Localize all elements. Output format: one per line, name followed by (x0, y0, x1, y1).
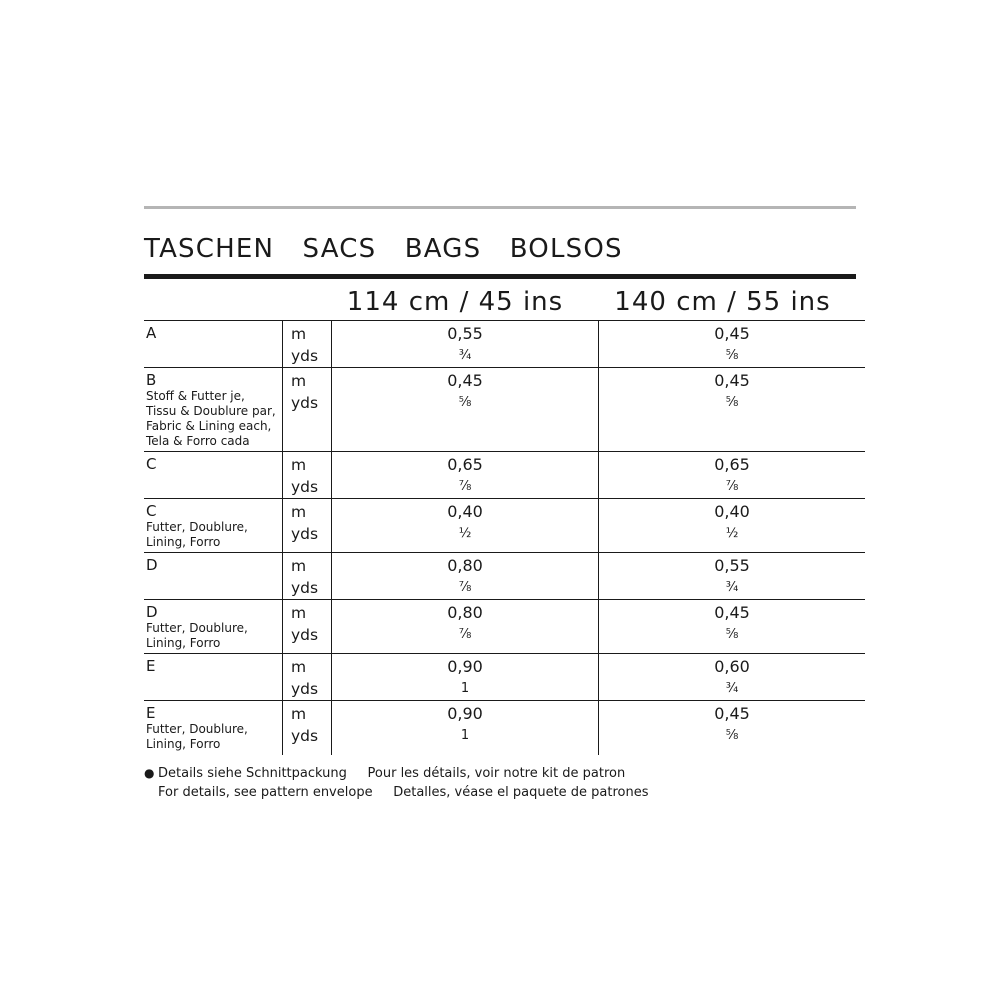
requirements-table-body (144, 321, 865, 755)
yards-value: ⅞ (458, 627, 472, 642)
footnote-line-1: Details siehe Schnittpackung Pour les détails, voir notre kit de patron (158, 766, 626, 781)
metric-value: 0,80 (447, 603, 483, 622)
yards-value: ⅝ (725, 627, 739, 642)
view-description: Futter, Doublure, (146, 520, 248, 534)
table-row (144, 600, 865, 654)
view-letter: D (146, 603, 158, 621)
view-description: Lining, Forro (146, 535, 221, 549)
unit-cell (283, 499, 332, 553)
table-row (144, 499, 865, 553)
value-cell-114 (332, 499, 599, 553)
unit-imperial: yds (291, 394, 319, 412)
yards-value: ½ (725, 526, 739, 541)
metric-value: 0,45 (447, 371, 483, 390)
unit-imperial: yds (291, 347, 319, 365)
title-underline (144, 274, 856, 279)
metric-value: 0,60 (714, 657, 750, 676)
view-cell (144, 499, 283, 553)
unit-metric: m (291, 503, 307, 521)
metric-value: 0,40 (714, 502, 750, 521)
unit-metric: m (291, 456, 307, 474)
unit-metric: m (291, 604, 307, 622)
view-letter: A (146, 324, 157, 342)
unit-cell (283, 654, 332, 701)
value-cell-114 (332, 321, 599, 368)
unit-cell (283, 701, 332, 755)
value-cell-114 (332, 452, 599, 499)
table-row (144, 654, 865, 701)
yards-value: ⅞ (725, 479, 739, 494)
unit-metric: m (291, 325, 307, 343)
view-cell (144, 553, 283, 600)
value-cell-114 (332, 600, 599, 654)
unit-metric: m (291, 658, 307, 676)
value-cell-140 (599, 553, 866, 600)
value-cell-114 (332, 701, 599, 755)
value-cell-114 (332, 654, 599, 701)
unit-imperial: yds (291, 626, 319, 644)
metric-value: 0,80 (447, 556, 483, 575)
unit-imperial: yds (291, 727, 319, 745)
yards-value: 1 (460, 681, 470, 696)
table-row (144, 368, 865, 452)
value-cell-140 (599, 368, 866, 452)
view-description: Stoff & Futter je, (146, 389, 245, 403)
view-description: Fabric & Lining each, (146, 419, 272, 433)
yards-value: 1 (460, 728, 470, 743)
bullet-icon: ● (144, 766, 155, 780)
metric-value: 0,90 (447, 657, 483, 676)
requirements-table (144, 320, 865, 755)
metric-value: 0,65 (714, 455, 750, 474)
view-cell (144, 654, 283, 701)
value-cell-140 (599, 321, 866, 368)
value-cell-140 (599, 499, 866, 553)
yards-value: ¾ (725, 580, 739, 595)
view-letter: E (146, 657, 156, 675)
value-cell-140 (599, 600, 866, 654)
yards-value: ⅝ (725, 395, 739, 410)
table-row (144, 553, 865, 600)
view-cell (144, 600, 283, 654)
yards-value: ⅞ (458, 479, 472, 494)
yards-value: ⅝ (725, 728, 739, 743)
metric-value: 0,55 (714, 556, 750, 575)
metric-value: 0,45 (714, 324, 750, 343)
metric-value: 0,55 (447, 324, 483, 343)
page-title: TASCHEN SACS BAGS BOLSOS (144, 234, 623, 264)
top-divider (144, 206, 856, 209)
value-cell-140 (599, 452, 866, 499)
unit-metric: m (291, 705, 307, 723)
view-letter: C (146, 502, 157, 520)
width-header-140: 140 cm / 55 ins (614, 287, 831, 317)
view-description: Futter, Doublure, (146, 722, 248, 736)
view-cell (144, 701, 283, 755)
metric-value: 0,45 (714, 371, 750, 390)
view-description: Lining, Forro (146, 737, 221, 751)
footnote-line-2: For details, see pattern envelope Detalles, véase el paquete de patrones (158, 785, 649, 800)
unit-imperial: yds (291, 525, 319, 543)
view-description: Futter, Doublure, (146, 621, 248, 635)
footnote (144, 764, 649, 802)
metric-value: 0,45 (714, 603, 750, 622)
view-description: Tela & Forro cada (146, 434, 250, 448)
value-cell-114 (332, 368, 599, 452)
view-letter: C (146, 455, 157, 473)
view-cell (144, 368, 283, 452)
value-cell-140 (599, 654, 866, 701)
metric-value: 0,40 (447, 502, 483, 521)
metric-value: 0,45 (714, 704, 750, 723)
width-header-114: 114 cm / 45 ins (346, 287, 564, 317)
view-cell (144, 321, 283, 368)
view-letter: D (146, 556, 158, 574)
unit-cell (283, 600, 332, 654)
view-letter: B (146, 371, 157, 389)
yards-value: ¾ (725, 681, 739, 696)
yards-value: ⅝ (458, 395, 472, 410)
unit-metric: m (291, 372, 307, 390)
unit-imperial: yds (291, 579, 319, 597)
yards-value: ⅞ (458, 580, 472, 595)
value-cell-140 (599, 701, 866, 755)
unit-imperial: yds (291, 680, 319, 698)
unit-cell (283, 368, 332, 452)
value-cell-114 (332, 553, 599, 600)
unit-cell (283, 452, 332, 499)
table-row (144, 321, 865, 368)
yards-value: ¾ (458, 348, 472, 363)
unit-metric: m (291, 557, 307, 575)
yards-value: ½ (458, 526, 472, 541)
table-row (144, 452, 865, 499)
unit-imperial: yds (291, 478, 319, 496)
view-description: Tissu & Doublure par, (146, 404, 276, 418)
yards-value: ⅝ (725, 348, 739, 363)
table-row (144, 701, 865, 755)
unit-cell (283, 321, 332, 368)
view-description: Lining, Forro (146, 636, 221, 650)
metric-value: 0,65 (447, 455, 483, 474)
view-cell (144, 452, 283, 499)
unit-cell (283, 553, 332, 600)
view-letter: E (146, 704, 156, 722)
metric-value: 0,90 (447, 704, 483, 723)
